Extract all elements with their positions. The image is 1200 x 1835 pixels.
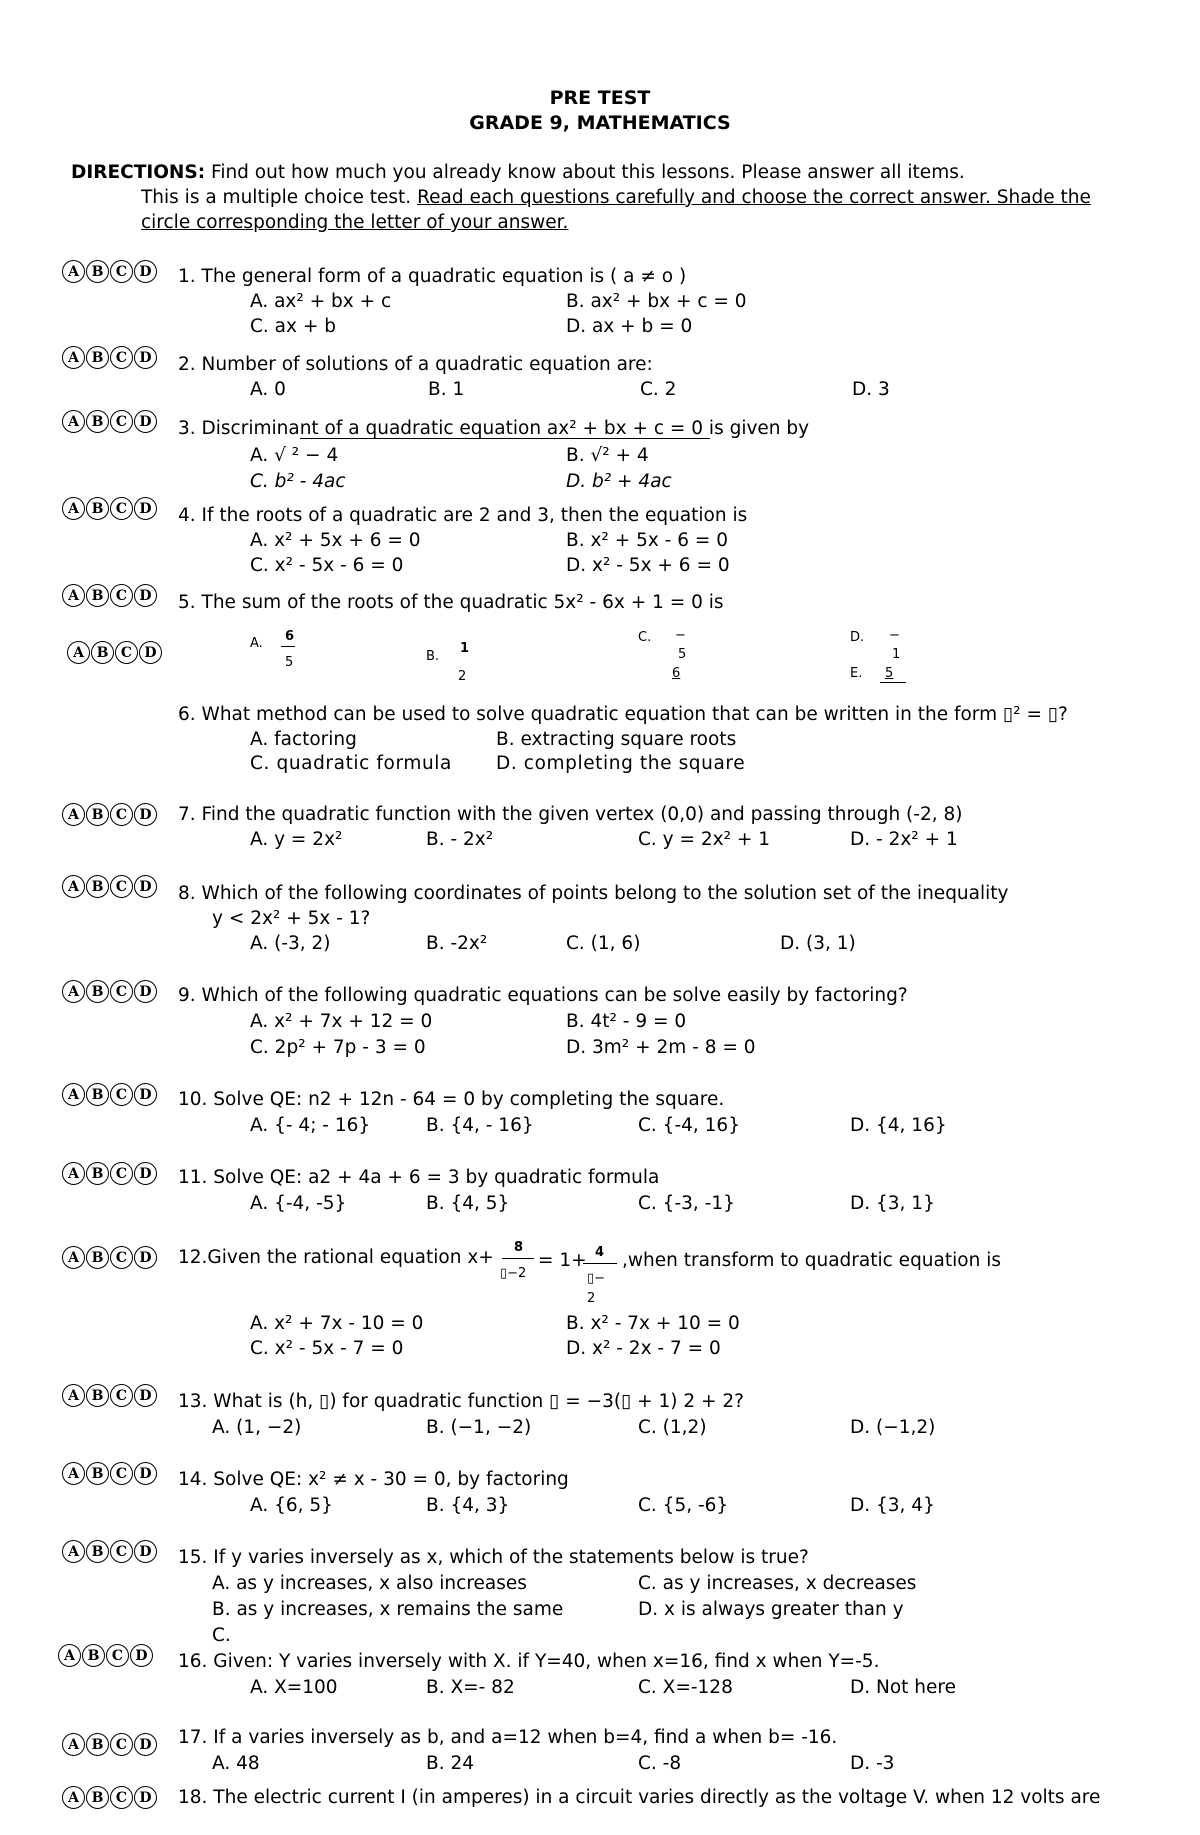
answer-bubbles-q2[interactable] — [62, 346, 157, 369]
q12-option-c: C. x² - 5x - 7 = 0 — [250, 1338, 404, 1359]
directions-text-1: Find out how much you already know about this lessons. Please answer all items. — [205, 162, 965, 183]
bubble-a[interactable]: A — [62, 346, 85, 369]
q15-option-b: B. as y increases, x remains the same — [212, 1599, 564, 1620]
q5-option-c-den: 6 — [672, 666, 681, 681]
bubble-c[interactable]: C — [106, 1644, 129, 1667]
question-17-stem: 17. If a varies inversely as b, and a=12 when b=4, find a when b= -16. — [178, 1727, 838, 1748]
bubble-c[interactable]: C — [110, 980, 133, 1003]
answer-bubbles-q5[interactable] — [62, 584, 157, 607]
q5-option-a-bar — [281, 646, 295, 647]
q9-option-b: B. 4t² - 9 = 0 — [566, 1011, 687, 1032]
q5-option-a-num: 6 — [285, 629, 295, 644]
bubble-d[interactable]: D — [134, 1786, 157, 1809]
q6-option-b: B. extracting square roots — [496, 729, 737, 750]
bubble-b[interactable]: B — [86, 1384, 109, 1407]
q3-option-a: A. √ ² − 4 — [250, 445, 339, 466]
q10-option-b: B. {4, - 16} — [426, 1115, 534, 1136]
q11-option-c: C. {-3, -1} — [638, 1193, 735, 1214]
bubble-d[interactable]: D — [134, 803, 157, 826]
bubble-a[interactable]: A — [62, 980, 85, 1003]
bubble-c[interactable]: C — [110, 1733, 133, 1756]
q10-option-a: A. {- 4; - 16} — [250, 1115, 371, 1136]
question-4-stem: 4. If the roots of a quadratic are 2 and 3, then the equation is — [178, 505, 748, 526]
bubble-a[interactable]: A — [58, 1644, 81, 1667]
question-9-stem: 9. Which of the following quadratic equations can be solve easily by factoring? — [178, 985, 908, 1006]
q4-option-c: C. x² - 5x - 6 = 0 — [250, 555, 404, 576]
q5-option-c-num: 5 — [678, 647, 687, 662]
question-7-stem: 7. Find the quadratic function with the given vertex (0,0) and passing through (-2, 8) — [178, 804, 963, 825]
bubble-c[interactable]: C — [110, 803, 133, 826]
q14-option-a: A. {6, 5} — [250, 1495, 333, 1516]
bubble-d[interactable]: D — [134, 410, 157, 433]
q13-option-b: B. (−1, −2) — [426, 1417, 532, 1438]
bubble-d[interactable]: D — [134, 1083, 157, 1106]
bubble-b[interactable]: B — [82, 1644, 105, 1667]
bubble-b[interactable]: B — [86, 1162, 109, 1185]
bubble-c[interactable]: C — [110, 410, 133, 433]
q5-option-c-dash: − — [675, 628, 686, 643]
bubble-a[interactable]: A — [62, 410, 85, 433]
question-8-stem-cont: y < 2x² + 5x - 1? — [212, 908, 371, 929]
bubble-a[interactable]: A — [62, 497, 85, 520]
bubble-b[interactable]: B — [86, 980, 109, 1003]
answer-bubbles-q6[interactable] — [67, 641, 162, 664]
answer-bubbles-q4[interactable] — [62, 497, 157, 520]
q5-option-d-label: D. — [850, 630, 865, 645]
bubble-c[interactable]: C — [110, 260, 133, 283]
bubble-c[interactable]: C — [110, 1462, 133, 1485]
bubble-b[interactable]: B — [86, 1083, 109, 1106]
q11-option-a: A. {-4, -5} — [250, 1193, 347, 1214]
q12-fraction-1-den: ▯−2 — [500, 1266, 527, 1281]
directions-line-2 — [141, 189, 1091, 208]
q8-option-c: C. (1, 6) — [566, 933, 641, 954]
q15-option-c-extra: C. — [212, 1625, 231, 1646]
q5-option-d-num: 1 — [892, 647, 901, 662]
q4-option-b: B. x² + 5x - 6 = 0 — [566, 530, 729, 551]
q12-fraction-1-bar — [502, 1258, 534, 1259]
q4-option-d: D. x² - 5x + 6 = 0 — [566, 555, 730, 576]
q5-option-b-num: 1 — [460, 641, 470, 656]
bubble-d[interactable]: D — [134, 584, 157, 607]
question-2-stem: 2. Number of solutions of a quadratic equation are: — [178, 354, 653, 375]
q5-option-b-label: B. — [426, 649, 440, 664]
question-11-stem: 11. Solve QE: a2 + 4a + 6 = 3 by quadratic formula — [178, 1167, 660, 1188]
q6-option-d: D. completing the square — [496, 753, 746, 774]
bubble-b[interactable]: B — [86, 1246, 109, 1269]
q8-option-b: B. -2x² — [426, 933, 488, 954]
q5-option-a-den: 5 — [285, 655, 294, 670]
bubble-a[interactable]: A — [62, 1162, 85, 1185]
question-8-stem: 8. Which of the following coordinates of points belong to the solution set of the inequality — [178, 883, 1009, 904]
bubble-b[interactable]: B — [86, 1540, 109, 1563]
bubble-c[interactable]: C — [110, 875, 133, 898]
q10-option-d: D. {4, 16} — [850, 1115, 947, 1136]
q14-option-c: C. {5, -6} — [638, 1495, 729, 1516]
q1-option-d: D. ax + b = 0 — [566, 316, 693, 337]
question-16-stem: 16. Given: Y varies inversely with X. if Y=40, when x=16, find x when Y=-5. — [178, 1651, 880, 1672]
q2-option-a: A. 0 — [250, 379, 286, 400]
bubble-a[interactable]: A — [62, 1786, 85, 1809]
bubble-b[interactable]: B — [86, 497, 109, 520]
answer-bubbles-q3[interactable] — [62, 410, 157, 433]
question-1-stem: 1. The general form of a quadratic equation is ( a ≠ o ) — [178, 266, 687, 287]
q2-option-b: B. 1 — [428, 379, 465, 400]
bubble-b[interactable]: B — [86, 1786, 109, 1809]
q12-fraction-1-num: 8 — [514, 1240, 524, 1255]
bubble-b[interactable]: B — [86, 346, 109, 369]
q12-option-a: A. x² + 7x - 10 = 0 — [250, 1313, 424, 1334]
bubble-a[interactable]: A — [62, 1246, 85, 1269]
question-10-stem: 10. Solve QE: n2 + 12n - 64 = 0 by completing the square. — [178, 1089, 725, 1110]
bubble-c[interactable]: C — [110, 1786, 133, 1809]
bubble-d[interactable]: D — [134, 1733, 157, 1756]
q5-option-e-den: 5 — [885, 666, 894, 681]
answer-bubbles-q15[interactable] — [62, 1540, 157, 1563]
bubble-b[interactable]: B — [86, 1462, 109, 1485]
bubble-d[interactable]: D — [134, 1540, 157, 1563]
q7-option-b: B. - 2x² — [426, 829, 494, 850]
directions-label: DIRECTIONS: — [71, 162, 206, 183]
bubble-a[interactable]: A — [67, 641, 90, 664]
q1-option-a: A. ax² + bx + c — [250, 291, 392, 312]
bubble-c[interactable]: C — [110, 1162, 133, 1185]
q13-option-c: C. (1,2) — [638, 1417, 707, 1438]
bubble-d[interactable]: D — [134, 346, 157, 369]
answer-bubbles-q10[interactable] — [62, 1083, 157, 1106]
bubble-b[interactable]: B — [86, 584, 109, 607]
bubble-c[interactable]: C — [110, 497, 133, 520]
directions-instruction: Read each questions carefully and choose the correct answer. Shade the — [417, 187, 1091, 208]
q17-option-d: D. -3 — [850, 1753, 895, 1774]
q16-option-a: A. X=100 — [250, 1677, 338, 1698]
answer-bubbles-q7[interactable] — [62, 803, 157, 826]
bubble-b[interactable]: B — [91, 641, 114, 664]
bubble-c[interactable]: C — [110, 346, 133, 369]
q2-option-c: C. 2 — [640, 379, 677, 400]
bubble-c[interactable]: C — [115, 641, 138, 664]
bubble-c[interactable]: C — [110, 1384, 133, 1407]
bubble-d[interactable]: D — [134, 875, 157, 898]
bubble-a[interactable]: A — [62, 875, 85, 898]
bubble-b[interactable]: B — [86, 1733, 109, 1756]
q4-option-a: A. x² + 5x + 6 = 0 — [250, 530, 421, 551]
bubble-d[interactable]: D — [134, 980, 157, 1003]
q5-option-c-label: C. — [638, 630, 652, 645]
bubble-a[interactable]: A — [62, 584, 85, 607]
q9-option-d: D. 3m² + 2m - 8 = 0 — [566, 1037, 756, 1058]
q2-option-d: D. 3 — [852, 379, 890, 400]
question-12-stem: 12.Given the rational equation x+ — [178, 1247, 494, 1268]
q7-option-d: D. - 2x² + 1 — [850, 829, 958, 850]
bubble-d[interactable]: D — [134, 260, 157, 283]
q17-option-b: B. 24 — [426, 1753, 474, 1774]
q13-option-d: D. (−1,2) — [850, 1417, 936, 1438]
q5-option-b-den: 2 — [458, 669, 467, 684]
answer-bubbles-q8[interactable] — [62, 875, 157, 898]
bubble-a[interactable]: A — [62, 260, 85, 283]
q10-option-c: C. {-4, 16} — [638, 1115, 740, 1136]
q12-fraction-2-bar — [583, 1263, 617, 1264]
bubble-d[interactable]: D — [134, 497, 157, 520]
q14-option-b: B. {4, 3} — [426, 1495, 510, 1516]
directions-instruction-cont: circle corresponding the letter of your answer. — [141, 212, 569, 233]
bubble-a[interactable]: A — [62, 803, 85, 826]
bubble-d[interactable]: D — [139, 641, 162, 664]
q16-option-b: B. X=- 82 — [426, 1677, 515, 1698]
q5-option-e-bar — [880, 682, 906, 683]
q6-option-a: A. factoring — [250, 729, 357, 750]
q12-fraction-2-num: 4 — [595, 1245, 605, 1260]
q12-fraction-2-den: ▯− — [587, 1271, 606, 1286]
bubble-a[interactable]: A — [62, 1462, 85, 1485]
question-14-stem: 14. Solve QE: x² ≠ x - 30 = 0, by factoring — [178, 1469, 569, 1490]
answer-bubbles-q18[interactable] — [62, 1786, 157, 1809]
q12-stem-end: ,when transform to quadratic equation is — [622, 1250, 1001, 1271]
q17-option-a: A. 48 — [212, 1753, 260, 1774]
bubble-b[interactable]: B — [86, 875, 109, 898]
q1-option-c: C. ax + b — [250, 316, 336, 337]
bubble-a[interactable]: A — [62, 1384, 85, 1407]
question-5-stem: 5. The sum of the roots of the quadratic 5x² - 6x + 1 = 0 is — [178, 592, 724, 613]
q11-option-d: D. {3, 1} — [850, 1193, 935, 1214]
answer-bubbles-q16[interactable] — [58, 1644, 153, 1667]
question-3-stem: 3. Discriminant of a quadratic equation ax² + bx + c = 0 is given by — [178, 418, 810, 439]
q6-option-c: C. quadratic formula — [250, 753, 452, 774]
q8-option-a: A. (-3, 2) — [250, 933, 331, 954]
bubble-a[interactable]: A — [62, 1540, 85, 1563]
q12-option-b: B. x² - 7x + 10 = 0 — [566, 1313, 740, 1334]
q14-option-d: D. {3, 4} — [850, 1495, 935, 1516]
question-18-stem: 18. The electric current I (in amperes) in a circuit varies directly as the voltage V. when 12 volts are — [178, 1787, 1101, 1808]
q3-option-b: B. √² + 4 — [566, 445, 649, 466]
q5-option-e-label: E. — [850, 666, 863, 681]
bubble-d[interactable]: D — [134, 1246, 157, 1269]
q17-option-c: C. -8 — [638, 1753, 682, 1774]
answer-bubbles-q13[interactable] — [62, 1384, 157, 1407]
answer-bubbles-q14[interactable] — [62, 1462, 157, 1485]
answer-bubbles-q17[interactable] — [62, 1733, 157, 1756]
bubble-b[interactable]: B — [86, 803, 109, 826]
page-subtitle: GRADE 9, MATHEMATICS — [469, 112, 731, 134]
bubble-d[interactable]: D — [134, 1384, 157, 1407]
q16-option-c: C. X=-128 — [638, 1677, 733, 1698]
answer-bubbles-q12[interactable] — [62, 1246, 157, 1269]
bubble-c[interactable]: C — [110, 1246, 133, 1269]
bubble-d[interactable]: D — [134, 1162, 157, 1185]
q13-option-a: A. (1, −2) — [212, 1417, 302, 1438]
q7-option-c: C. y = 2x² + 1 — [638, 829, 771, 850]
q8-option-d: D. (3, 1) — [780, 933, 856, 954]
q7-option-a: A. y = 2x² — [250, 829, 343, 850]
bubble-c[interactable]: C — [110, 1083, 133, 1106]
q1-option-b: B. ax² + bx + c = 0 — [566, 291, 747, 312]
answer-bubbles-q11[interactable] — [62, 1162, 157, 1185]
question-15-stem: 15. If y varies inversely as x, which of the statements below is true? — [178, 1547, 809, 1568]
q11-option-b: B. {4, 5} — [426, 1193, 510, 1214]
bubble-c[interactable]: C — [110, 1540, 133, 1563]
q12-stem-mid: = 1+ — [538, 1250, 587, 1271]
answer-bubbles-q1[interactable] — [62, 260, 157, 283]
q3-option-c: C. b² - 4ac — [250, 471, 346, 492]
directions-text-2: This is a multiple choice test. — [141, 187, 418, 208]
bubble-c[interactable]: C — [110, 584, 133, 607]
bubble-a[interactable]: A — [62, 1083, 85, 1106]
q15-option-c: C. as y increases, x decreases — [638, 1573, 917, 1594]
page-title: PRE TEST — [549, 87, 651, 109]
answer-bubbles-q9[interactable] — [62, 980, 157, 1003]
q5-option-a-label: A. — [250, 636, 263, 651]
q15-option-a: A. as y increases, x also increases — [212, 1573, 527, 1594]
q5-option-d-dash: − — [889, 628, 900, 643]
directions-line-1 — [71, 164, 965, 183]
q16-option-d: D. Not here — [850, 1677, 956, 1698]
q3-overline — [300, 438, 710, 439]
q3-option-d: D. b² + 4ac — [566, 471, 672, 492]
q12-option-d: D. x² - 2x - 7 = 0 — [566, 1338, 721, 1359]
q9-option-a: A. x² + 7x + 12 = 0 — [250, 1011, 433, 1032]
q15-option-d: D. x is always greater than y — [638, 1599, 904, 1620]
bubble-b[interactable]: B — [86, 410, 109, 433]
q12-fraction-2-den-cont: 2 — [587, 1291, 596, 1306]
question-13-stem: 13. What is (h, ▯) for quadratic function ▯ = −3(▯ + 1) 2 + 2? — [178, 1391, 745, 1412]
bubble-a[interactable]: A — [62, 1733, 85, 1756]
q9-option-c: C. 2p² + 7p - 3 = 0 — [250, 1037, 426, 1058]
bubble-d[interactable]: D — [130, 1644, 153, 1667]
bubble-d[interactable]: D — [134, 1462, 157, 1485]
bubble-b[interactable]: B — [86, 260, 109, 283]
question-6-stem: 6. What method can be used to solve quadratic equation that can be written in the form ▯² = ▯? — [178, 704, 1068, 725]
